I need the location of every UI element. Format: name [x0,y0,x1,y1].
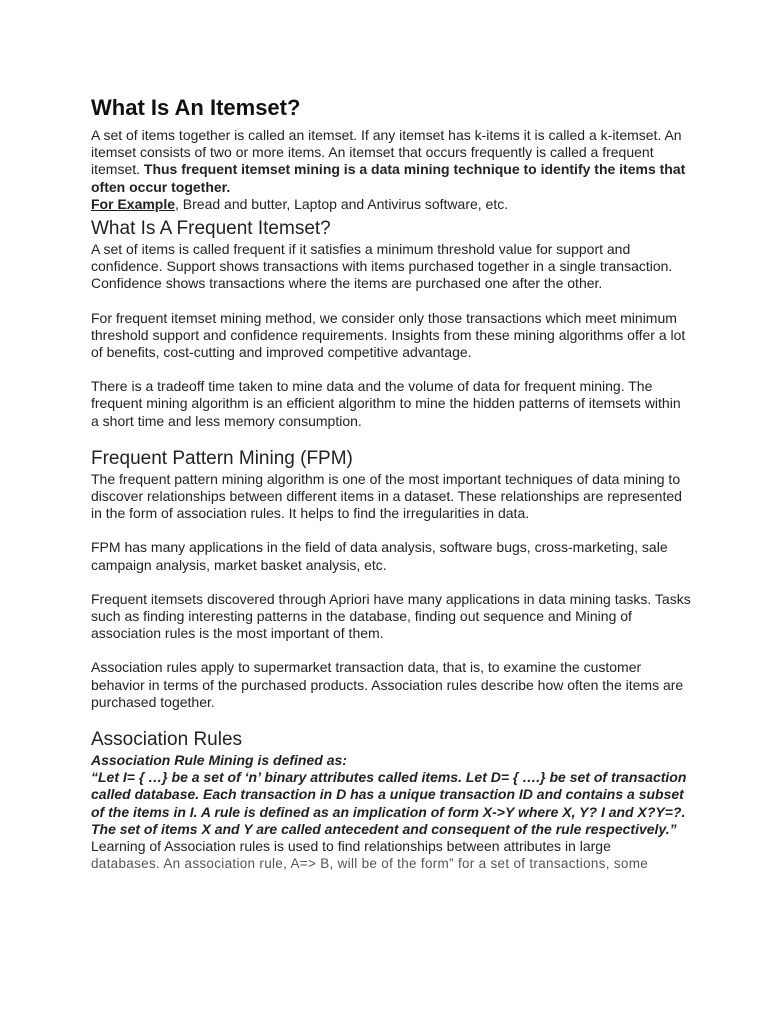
section-title-itemset: What Is An Itemset? [91,95,301,120]
association-rules-paragraph: Learning of Association rules is used to find relationships between attributes in large [91,838,611,855]
fpm-paragraph-4: Association rules apply to supermarket transaction data, that is, to examine the customer behavior in terms of the purchased products. Association rules describe how often the items are purchased together. [91,659,684,710]
document-page [91,95,691,873]
section-title-fpm: Frequent Pattern Mining (FPM) [91,447,353,469]
frequent-itemset-paragraph-3: There is a tradeoff time taken to mine data and the volume of data for frequent mining. The frequent mining algorithm is an efficient algorithm to mine the hidden patterns of itemsets within a short time and less memory consumption. [91,378,681,429]
association-rules-paragraph-continued: databases. An association rule, A=> B, will be of the form” for a set of transactions, some [91,856,649,872]
frequent-itemset-paragraph-1: A set of items is called frequent if it satisfies a minimum threshold value for support and confidence. Support shows transactions with items purchased together in a single transaction. Confidence shows transactions where the items are purchased one after the other. [91,241,673,292]
fpm-paragraph-3: Frequent itemsets discovered through Apriori have many applications in data mining tasks. Tasks such as finding interesting patterns in the database, finding out sequence and Mining of association rules is the most important of them. [91,590,691,642]
itemset-paragraph [91,127,691,196]
itemset-definition-text: A set of items together is called an itemset. If any itemset has k-items it is called a k-itemset. An itemset consists of two or more items. An itemset that occurs frequently is called a frequent itemset. [91,127,682,178]
fpm-paragraph-1: The frequent pattern mining algorithm is one of the most important techniques of data mining to discover relationships between different items in a dataset. These relationships are represented in the form of association rules. It helps to find the irregularities in data. [91,470,682,522]
fpm-paragraph-2: FPM has many applications in the field of data analysis, software bugs, cross-marketing, sale campaign analysis, market basket analysis, etc. [91,539,668,573]
example-text: , Bread and butter, Laptop and Antivirus software, etc. [175,195,509,212]
section-title-frequent-itemset: What Is A Frequent Itemset? [91,218,331,240]
frequent-itemset-paragraph-2: For frequent itemset mining method, we consider only those transactions which meet minimum threshold support and confidence requirements. Insights from these mining algorithms offer a lot of benefits, cost-cutting and improved competitive advantage. [91,309,686,361]
definition-heading: Association Rule Mining is defined as: [91,752,347,769]
example-line [91,196,691,213]
definition-quote: “Let I= { …} be a set of ‘n’ binary attributes called items. Let D= { ….} be set of transaction called database. Each transaction in D has a unique transaction ID and contains a subset of the items in I. A rule is defined as an implication of form X->Y where X, Y? I and X?Y=?. The set of items X and Y are called antecedent and consequent of the rule respectively.” [91,769,687,837]
section-title-association-rules: Association Rules [91,729,243,751]
itemset-bold-text: Thus frequent itemset mining is a data mining technique to identify the items that often occur together. [91,161,686,195]
example-label: For Example [91,195,176,212]
